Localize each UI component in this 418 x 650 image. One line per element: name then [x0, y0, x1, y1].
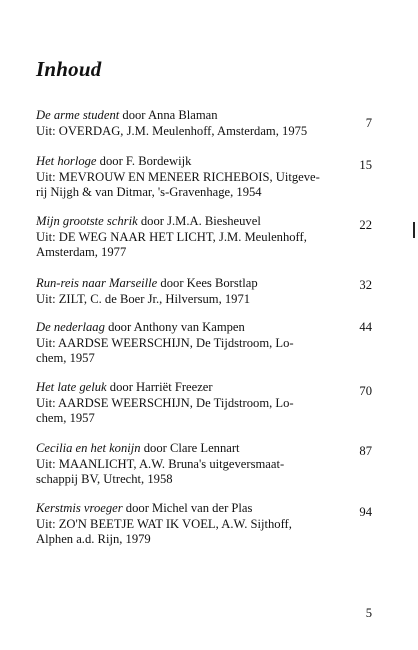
edge-mark [413, 222, 415, 238]
entry-page-number: 32 [359, 278, 372, 292]
source-line: Alphen a.d. Rijn, 1979 [36, 532, 151, 546]
story-author: door J.M.A. Biesheuvel [140, 214, 261, 228]
story-author: door Kees Borstlap [160, 276, 258, 290]
toc-entry [36, 501, 366, 548]
entry-page-number: 70 [359, 384, 372, 398]
story-author: door Clare Lennart [143, 441, 240, 455]
toc-entry [36, 154, 366, 201]
entry-page-number: 44 [359, 320, 372, 334]
story-title: Het horloge [36, 154, 97, 168]
story-title: Mijn grootste schrik [36, 214, 138, 228]
story-title: De arme student [36, 108, 120, 122]
story-title: De nederlaag [36, 320, 105, 334]
source-line: Amsterdam, 1977 [36, 245, 127, 259]
toc-entry [36, 276, 366, 307]
entry-title-line [36, 276, 366, 292]
entry-title-line [36, 108, 366, 124]
entry-title-line [36, 320, 366, 336]
story-author: door F. Bordewijk [99, 154, 192, 168]
story-title: Cecilia en het konijn [36, 441, 141, 455]
story-title: Run-reis naar Marseille [36, 276, 158, 290]
toc-entry [36, 441, 366, 488]
source-line: Uit: DE WEG NAAR HET LICHT, J.M. Meulenhoff, [36, 229, 307, 244]
story-title: Kerstmis vroeger [36, 501, 123, 515]
source-line: Uit: ZILT, C. de Boer Jr., Hilversum, 1971 [36, 291, 251, 306]
page-number: 5 [365, 606, 372, 620]
entry-page-number: 7 [365, 116, 372, 130]
toc-entry [36, 108, 366, 139]
source-line: rij Nijgh & van Ditmar, 's-Gravenhage, 1954 [36, 185, 262, 199]
toc-entry [36, 214, 366, 261]
story-author: door Harriët Freezer [109, 380, 213, 394]
entry-page-number: 15 [359, 158, 372, 172]
story-author: door Anthony van Kampen [108, 320, 245, 334]
source-line: Uit: ZO'N BEETJE WAT IK VOEL, A.W. Sijthoff, [36, 516, 292, 531]
source-line: schappij BV, Utrecht, 1958 [36, 472, 173, 486]
source-line: Uit: MEVROUW EN MENEER RICHEBOIS, Uitgeve- [36, 169, 320, 184]
entry-title-line [36, 214, 366, 230]
source-line: Uit: MAANLICHT, A.W. Bruna's uitgeversmaat- [36, 456, 285, 471]
entry-page-number: 22 [359, 218, 372, 232]
source-line: Uit: AARDSE WEERSCHIJN, De Tijdstroom, Lo- [36, 335, 294, 350]
story-title: Het late geluk [36, 380, 107, 394]
toc-entry [36, 380, 366, 427]
entry-title-line [36, 154, 366, 170]
source-line: Uit: AARDSE WEERSCHIJN, De Tijdstroom, Lo- [36, 395, 294, 410]
page-heading: Inhoud [36, 57, 102, 81]
source-line: Uit: OVERDAG, J.M. Meulenhoff, Amsterdam, 1975 [36, 123, 308, 138]
entry-page-number: 87 [359, 444, 372, 458]
toc-entry [36, 320, 366, 367]
entry-title-line [36, 380, 366, 396]
source-line: chem, 1957 [36, 351, 95, 365]
entry-title-line [36, 501, 366, 517]
entry-page-number: 94 [359, 505, 372, 519]
story-author: door Anna Blaman [122, 108, 218, 122]
story-author: door Michel van der Plas [125, 501, 253, 515]
entry-title-line [36, 441, 366, 457]
source-line: chem, 1957 [36, 411, 95, 425]
